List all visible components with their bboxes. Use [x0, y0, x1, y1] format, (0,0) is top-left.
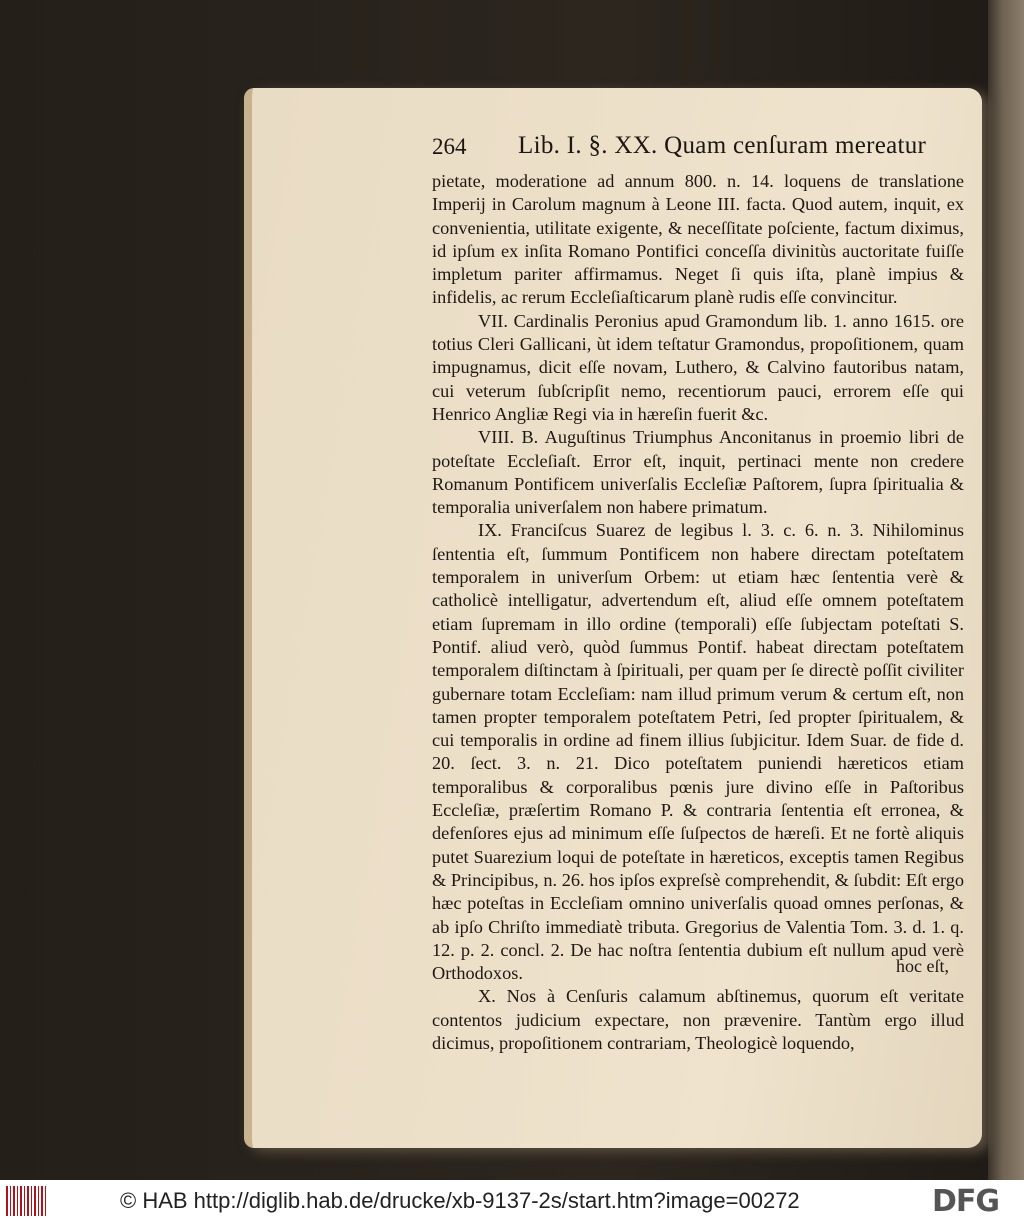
footer-bar	[0, 1180, 1024, 1222]
page-number: 264	[432, 134, 467, 159]
running-title: Lib. I. §. XX. Quam cenſuram mereatur	[518, 132, 927, 159]
paragraph: VII. Cardinalis Peronius apud Gramondum lib. 1. anno 1615. ore totius Cleri Gallicani, ùt idem teſtatur Gramondus, propoſitionem, quam impugnamus, dicit eſſe novam, Luthero, & Calvino fautoribus natam, cui veterum ſubſcripſit nemo, recentiorum pauci, errorem eſſe qui Henrico Angliæ Regi via in hæreſin fuerit &c.	[432, 310, 964, 424]
catchword: hoc eſt,	[896, 956, 949, 976]
page-header	[432, 134, 968, 164]
paragraph: VIII. B. Auguſtinus Triumphus Anconitanus in proemio libri de poteſtate Eccleſiaſt. Error eſt, inquit, pertinaci mente non credere Romanum Pontificem univerſalis Eccleſiæ Paſtorem, ſupra ſpiritualia & temporalia univerſalem non habere primatum.	[432, 427, 964, 518]
dfg-logo: DFG	[932, 1184, 1000, 1219]
body-text	[432, 170, 964, 1055]
paragraph: pietate, moderatione ad annum 800. n. 14. loquens de translatione Imperij in Carolum magnum à Leone III. facta. Quod autem, inquit, ex convenientia, utilitate exigente, & neceſſitate poſciente, factum diximus, id ipſum ex inſita Romano Pontifici conceſſa divinitùs auctoritate fuiſſe impletum pariter affirmamus. Neget ſi quis iſta, planè impius & infidelis, ac rerum Eccleſiaſticarum planè rudis eſſe convincitur.	[432, 171, 964, 308]
copyright-link[interactable]: © HAB http://diglib.hab.de/drucke/xb-9137-2s/start.htm?image=00272	[120, 1188, 800, 1213]
adjacent-page-edge	[988, 0, 1024, 1180]
hab-logo-icon	[6, 1186, 48, 1216]
paragraph: X. Nos à Cenſuris calamum abſtinemus, quorum eſt veritate contentos judicium expectare, non prævenire. Tantùm ergo illud dicimus, propoſitionem contrariam, Theologicè loquendo,	[432, 986, 964, 1053]
paragraph: IX. Franciſcus Suarez de legibus l. 3. c. 6. n. 3. Nihilominus ſententia eſt, ſummum Pontificem non habere directam poteſtatem temporalem in univerſum Orbem: ut etiam hæc ſententia verè & catholicè intelligatur, advertendum eſt, aliud eſſe omnem poteſtatem etiam ſupremam in illo ordine (temporali) eſſe ſubjectam poteſtati S. Pontif. aliud verò, quòd ſummus Pontif. habeat directam poteſtatem temporalem diſtinctam à ſpirituali, per quam per ſe directè poſſit civiliter gubernare totam Eccleſiam: nam illud primum verum & certum eſt, non tamen propter temporalem poteſtatem Petri, ſed propter ſpiritualem, & cui temporalis in ordine ad finem illius ſubjicitur. Idem Suar. de fide d. 20. ſect. 3. n. 21. Dico poteſtatem puniendi hæreticos etiam temporalibus & corporalibus pœnis jure divino eſſe in Paſtoribus Eccleſiæ, præſertim Romano P. & contraria ſententia eſt erronea, & defenſores ejus ad minimum eſſe ſuſpectos de hæreſi. Et ne fortè aliquis putet Suarezium loqui de poteſtate in hæreticos, exceptis tamen Regibus & Principibus, n. 26. hos ipſos expreſsè comprehendit, & ſubdit: Eſt ergo hæc poteſtas in Eccleſiam omnino univerſalis quoad omnes perſonas, & ab ipſo Chriſto immediatè tributa. Gregorius de Valentia Tom. 3. d. 1. q. 12. p. 2. concl. 2. De hac noſtra ſententia dubium eſt nullum apud verè Orthodoxos.	[432, 520, 964, 984]
